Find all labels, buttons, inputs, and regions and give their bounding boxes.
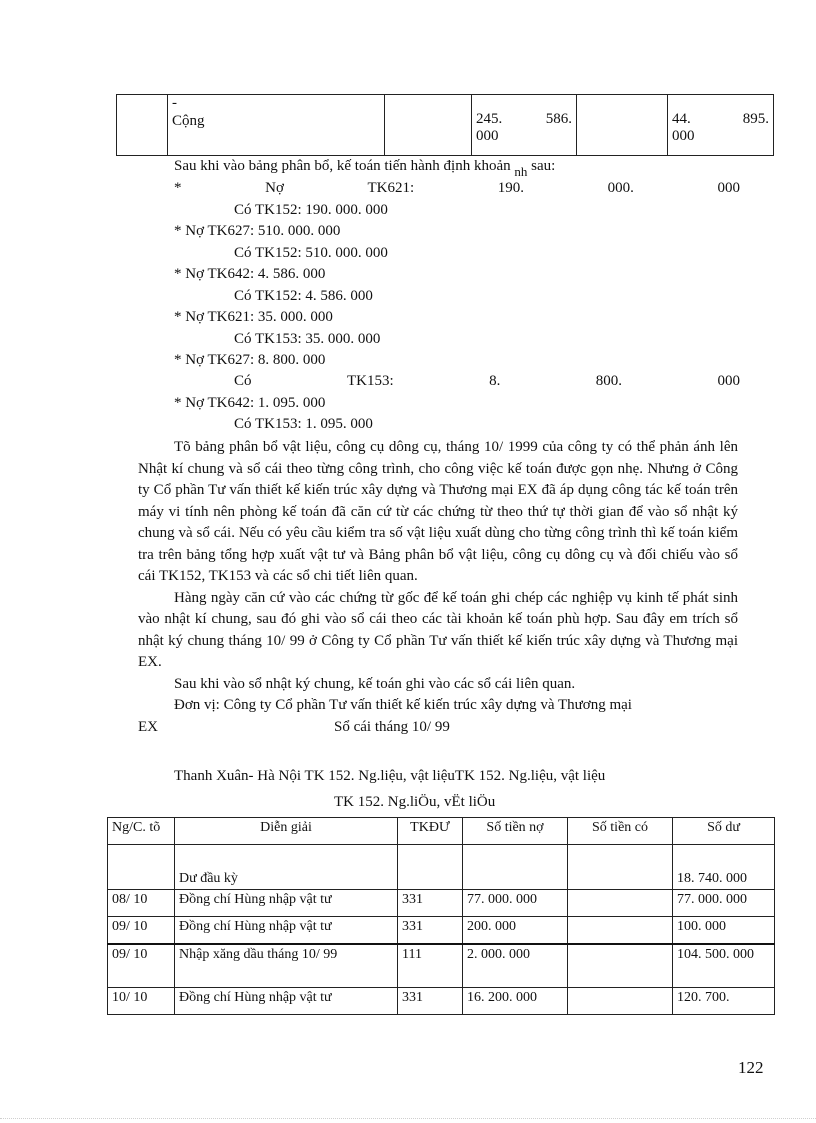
table-cell: Đồng chí Hùng nhập vật tư: [175, 917, 398, 945]
label-cell: [168, 95, 385, 156]
entry-justified: [234, 373, 740, 390]
ledger-subtitle: Thanh Xuân- Hà Nội TK 152. Ng.liệu, vật liệuTK 152. Ng.liệu, vật liệu: [174, 768, 606, 784]
ledger-subtitle-2: TK 152. Ng.liÖu, vËt liÖu: [334, 794, 496, 810]
ledger-table: [107, 817, 775, 1015]
table-cell: 2. 000. 000: [463, 944, 568, 988]
table-cell: Đồng chí Hùng nhập vật tư: [175, 890, 398, 917]
table-cell: 08/ 10: [108, 890, 175, 917]
column-header: Số tiền có: [568, 818, 673, 845]
entry-label: Có: [234, 373, 252, 389]
ledger-title: Sổ cái tháng 10/ 99: [334, 718, 450, 735]
table-cell: 09/ 10: [108, 944, 175, 988]
table-cell: Đồng chí Hùng nhập vật tư: [175, 988, 398, 1015]
summary-table: [116, 94, 774, 156]
column-header: Diễn giải: [175, 818, 398, 845]
table-cell: 77. 000. 000: [463, 890, 568, 917]
table-cell: 100. 000: [673, 917, 775, 945]
tail-text: EX: [138, 718, 158, 735]
value-cell: [472, 95, 577, 156]
intro-text: Sau khi vào bảng phân bổ, kế toán tiến hành định khoản: [174, 158, 511, 174]
table-cell: 331: [398, 917, 463, 945]
empty-cell: [117, 95, 168, 156]
value-cell: [668, 95, 774, 156]
table-cell: 10/ 10: [108, 988, 175, 1015]
table-cell: [568, 988, 673, 1015]
intro-line: [174, 158, 556, 179]
entry-line: * Nợ TK642: 1. 095. 000: [174, 395, 326, 411]
table-cell: [463, 845, 568, 890]
entry-line: Có TK153: 35. 000. 000: [234, 331, 381, 347]
column-header: Số dư: [673, 818, 775, 845]
entry-value: 190.: [497, 180, 525, 196]
column-header: TKĐƯ: [398, 818, 463, 845]
table-cell: 331: [398, 890, 463, 917]
entry-line: Có TK152: 4. 586. 000: [234, 288, 373, 304]
intro-end: sau:: [531, 158, 556, 174]
table-cell: [398, 845, 463, 890]
paragraph: Tõ bảng phân bổ vật liệu, công cụ dông cụ, tháng 10/ 1999 của công ty có thể phản ánh lên Nhật kí chung và sổ cái theo từng công trình, cho công việc kế toán được gọn nhẹ. Nhưng ở Công ty Cổ phần Tư vấn thiết kế kiến trúc xây dựng và Thương mại EX đã áp dụng công tác kế toán trên máy vi tính nên phòng kế toán đã căn cứ từ các chứng từ theo thứ tự thời gian để vào sổ nhật ký chung và sổ cái. Nếu có yêu cầu kiểm tra số vật liệu xuất dùng cho từng công trình thì kế toán kiểm tra trên bảng tổng hợp xuất vật tư và Bảng phân bổ vật liệu, công cụ dông cụ và đối chiếu vào sổ cái TK152, TK153 và các sổ chi tiết liên quan.: [138, 439, 738, 584]
entry-value: 000.: [607, 180, 634, 196]
table-cell: 16. 200. 000: [463, 988, 568, 1015]
entry-value: 8.: [489, 373, 501, 389]
entry-label: Nợ: [265, 180, 284, 196]
entry-value: 000: [717, 180, 740, 196]
table-row: [117, 95, 774, 156]
table-cell: 111: [398, 944, 463, 988]
table-row: [108, 845, 775, 890]
value-part: 245.: [476, 111, 503, 127]
column-header: Số tiền nợ: [463, 818, 568, 845]
column-header: Ng/C. tõ: [108, 818, 175, 845]
table-cell: 09/ 10: [108, 917, 175, 945]
table-cell: Dư đầu kỳ: [175, 845, 398, 890]
entry-account: TK153:: [346, 373, 394, 389]
table-cell: Nhập xăng dầu tháng 10/ 99: [175, 944, 398, 988]
page-divider: [0, 1118, 816, 1119]
entry-line: Có TK152: 190. 000. 000: [234, 202, 388, 218]
entry-value: 800.: [595, 373, 623, 389]
table-cell: 18. 740. 000: [673, 845, 775, 890]
value-part: 000: [476, 128, 499, 144]
body-text: [138, 437, 738, 738]
table-cell: 120. 700.: [673, 988, 775, 1015]
paragraph: Đơn vị: Công ty Cổ phần Tư vấn thiết kế kiến trúc xây dựng và Thương mại: [174, 697, 632, 713]
empty-cell: [577, 95, 668, 156]
dash-text: -: [172, 95, 177, 111]
value-part: 895.: [742, 111, 769, 127]
table-row: [108, 944, 775, 988]
table-row: [108, 890, 775, 917]
paragraph: Sau khi vào sổ nhật ký chung, kế toán ghi vào các sổ cái liên quan.: [174, 675, 576, 692]
page-number: 122: [738, 1058, 764, 1077]
table-cell: [568, 944, 673, 988]
entry-star: *: [174, 180, 182, 196]
table-row: [108, 988, 775, 1015]
entry-line: Có TK152: 510. 000. 000: [234, 245, 388, 261]
entry-value: 000: [717, 373, 740, 389]
table-row: [108, 917, 775, 945]
entry-justified: [174, 180, 740, 197]
table-header-row: [108, 818, 775, 845]
value-part: 44.: [672, 111, 691, 127]
table-cell: 200. 000: [463, 917, 568, 945]
table-cell: 331: [398, 988, 463, 1015]
paragraph: Hàng ngày căn cứ vào các chứng từ gốc để kế toán ghi chép các nghiệp vụ kinh tế phát sinh vào nhật kí chung, sau đó ghi vào sổ cái theo các tài khoản kế toán phù hợp. Sau đây em trích sổ nhật ký chung tháng 10/ 99 ở Công ty Cổ phần Tư vấn thiết kế kiến trúc xây dựng và Thương mại EX.: [138, 589, 738, 670]
intro-subscript: nh: [514, 164, 528, 179]
value-part: 000: [672, 128, 695, 144]
table-cell: [568, 845, 673, 890]
entry-line: * Nợ TK627: 510. 000. 000: [174, 223, 341, 239]
value-part: 586.: [545, 111, 572, 127]
table-cell: [568, 890, 673, 917]
entry-account: TK621:: [367, 180, 415, 196]
entry-line: * Nợ TK642: 4. 586. 000: [174, 266, 326, 282]
table-cell: 77. 000. 000: [673, 890, 775, 917]
entry-line: * Nợ TK621: 35. 000. 000: [174, 309, 333, 325]
table-cell: [108, 845, 175, 890]
paragraph-tail: [138, 717, 738, 739]
entry-line: * Nợ TK627: 8. 800. 000: [174, 352, 326, 368]
empty-cell: [385, 95, 472, 156]
total-label: Cộng: [172, 113, 205, 129]
table-cell: 104. 500. 000: [673, 944, 775, 988]
entry-line: Có TK153: 1. 095. 000: [234, 416, 373, 432]
table-cell: [568, 917, 673, 945]
